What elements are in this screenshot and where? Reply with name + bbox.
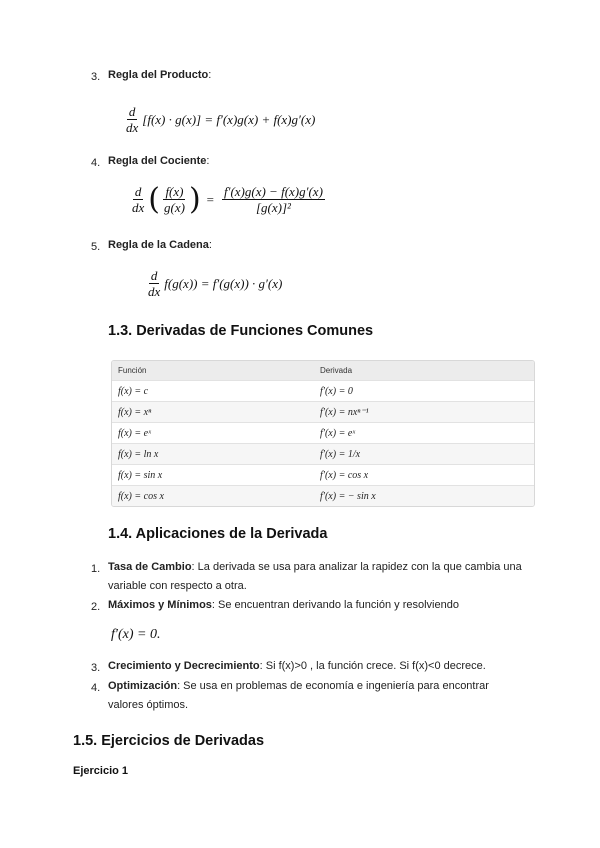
table-header-cell: Función (118, 366, 147, 375)
table-cell: f′(x) = eˣ (320, 427, 356, 439)
list-number: 5. (91, 241, 101, 253)
list-number: 3. (91, 662, 101, 674)
section-heading-1-5: 1.5. Ejercicios de Derivadas (73, 733, 265, 749)
quotient-denominator: [g(x)]² (255, 200, 291, 215)
derivatives-table (111, 360, 535, 507)
quotient-numerator: f′(x)g(x) − f(x)g′(x) (224, 184, 323, 199)
table-header-row (112, 361, 534, 380)
table-cell: f(x) = sin x (118, 469, 163, 481)
rule-title: Regla del Cociente (108, 155, 207, 167)
list-item-optimizacion: Optimización: Se usa en problemas de economía e ingeniería para encontrar valores óptimos. (108, 680, 489, 711)
rule-product-heading: Regla del Producto: (108, 69, 212, 81)
table-cell: f(x) = xⁿ (118, 406, 152, 418)
section-heading-1-4: 1.4. Aplicaciones de la Derivada (108, 526, 328, 542)
rule-title: Regla de la Cadena (108, 239, 209, 251)
chain-rule-formula: $\frac{d}{dx}$ f(g(x)) = f′(g(x)) · g′(x) (148, 268, 283, 299)
list-number: 2. (91, 601, 101, 613)
list-number: 3. (91, 71, 101, 83)
table-cell: f′(x) = nxⁿ⁻¹ (320, 406, 369, 418)
exercise-label: Ejercicio 1 (73, 765, 129, 777)
list-number: 4. (91, 682, 101, 694)
rule-quotient-heading: Regla del Cociente: (108, 155, 210, 167)
section-heading-1-3: 1.3. Derivadas de Funciones Comunes (108, 323, 374, 339)
table-row (112, 380, 534, 401)
table-row (112, 464, 534, 485)
table-cell: f(x) = ln x (118, 448, 159, 460)
table-header-cell: Derivada (320, 366, 353, 375)
list-item-crecimiento: Crecimiento y Decrecimiento: Si f(x)>0 , la función crece. Si f(x)<0 decrece. (108, 660, 486, 672)
table-cell: f′(x) = cos x (320, 469, 369, 481)
table-cell: f(x) = cos x (118, 490, 164, 502)
table-row (112, 485, 534, 506)
list-item-maximos-minimos: Máximos y Mínimos: Se encuentran derivando la función y resolviendo (108, 599, 459, 611)
rule-chain-heading: Regla de la Cadena: (108, 239, 212, 251)
table-cell: f′(x) = 1/x (320, 448, 361, 460)
critical-point-equation: f′(x) = 0. (111, 627, 161, 642)
table-cell: f(x) = c (118, 385, 149, 397)
list-item-tasa-de-cambio: Tasa de Cambio: La derivada se usa para analizar la rapidez con la que cambia una variable con respecto a otra. (108, 561, 522, 592)
product-rule-rhs: [f(x) · g(x)] = f′(x)g(x) + f(x)g′(x) (142, 111, 316, 127)
table-row (112, 422, 534, 443)
table-row (112, 401, 534, 422)
product-rule-formula: $\frac{d}{dx}$ [f(x) · g(x)] = f′(x)g(x) + f(x)g′(x) (126, 104, 316, 135)
table-cell: f′(x) = 0 (320, 385, 353, 397)
quotient-rule-formula: $\frac{d}{dx}$ ( $\frac{f(x)}{g(x)}$ ) = $\frac{f'(x)g(x) - f(x)g'(x)}{\text{[g(x)]²}}$ (132, 181, 323, 217)
table-cell: f′(x) = − sin x (320, 490, 376, 502)
chain-rule-rhs: f(g(x)) = f′(g(x)) · g′(x) (164, 275, 283, 291)
table-cell: f(x) = eˣ (118, 427, 151, 439)
list-number: 1. (91, 563, 101, 575)
rule-title: Regla del Producto (108, 69, 209, 81)
list-number: 4. (91, 157, 101, 169)
table-row (112, 443, 534, 464)
